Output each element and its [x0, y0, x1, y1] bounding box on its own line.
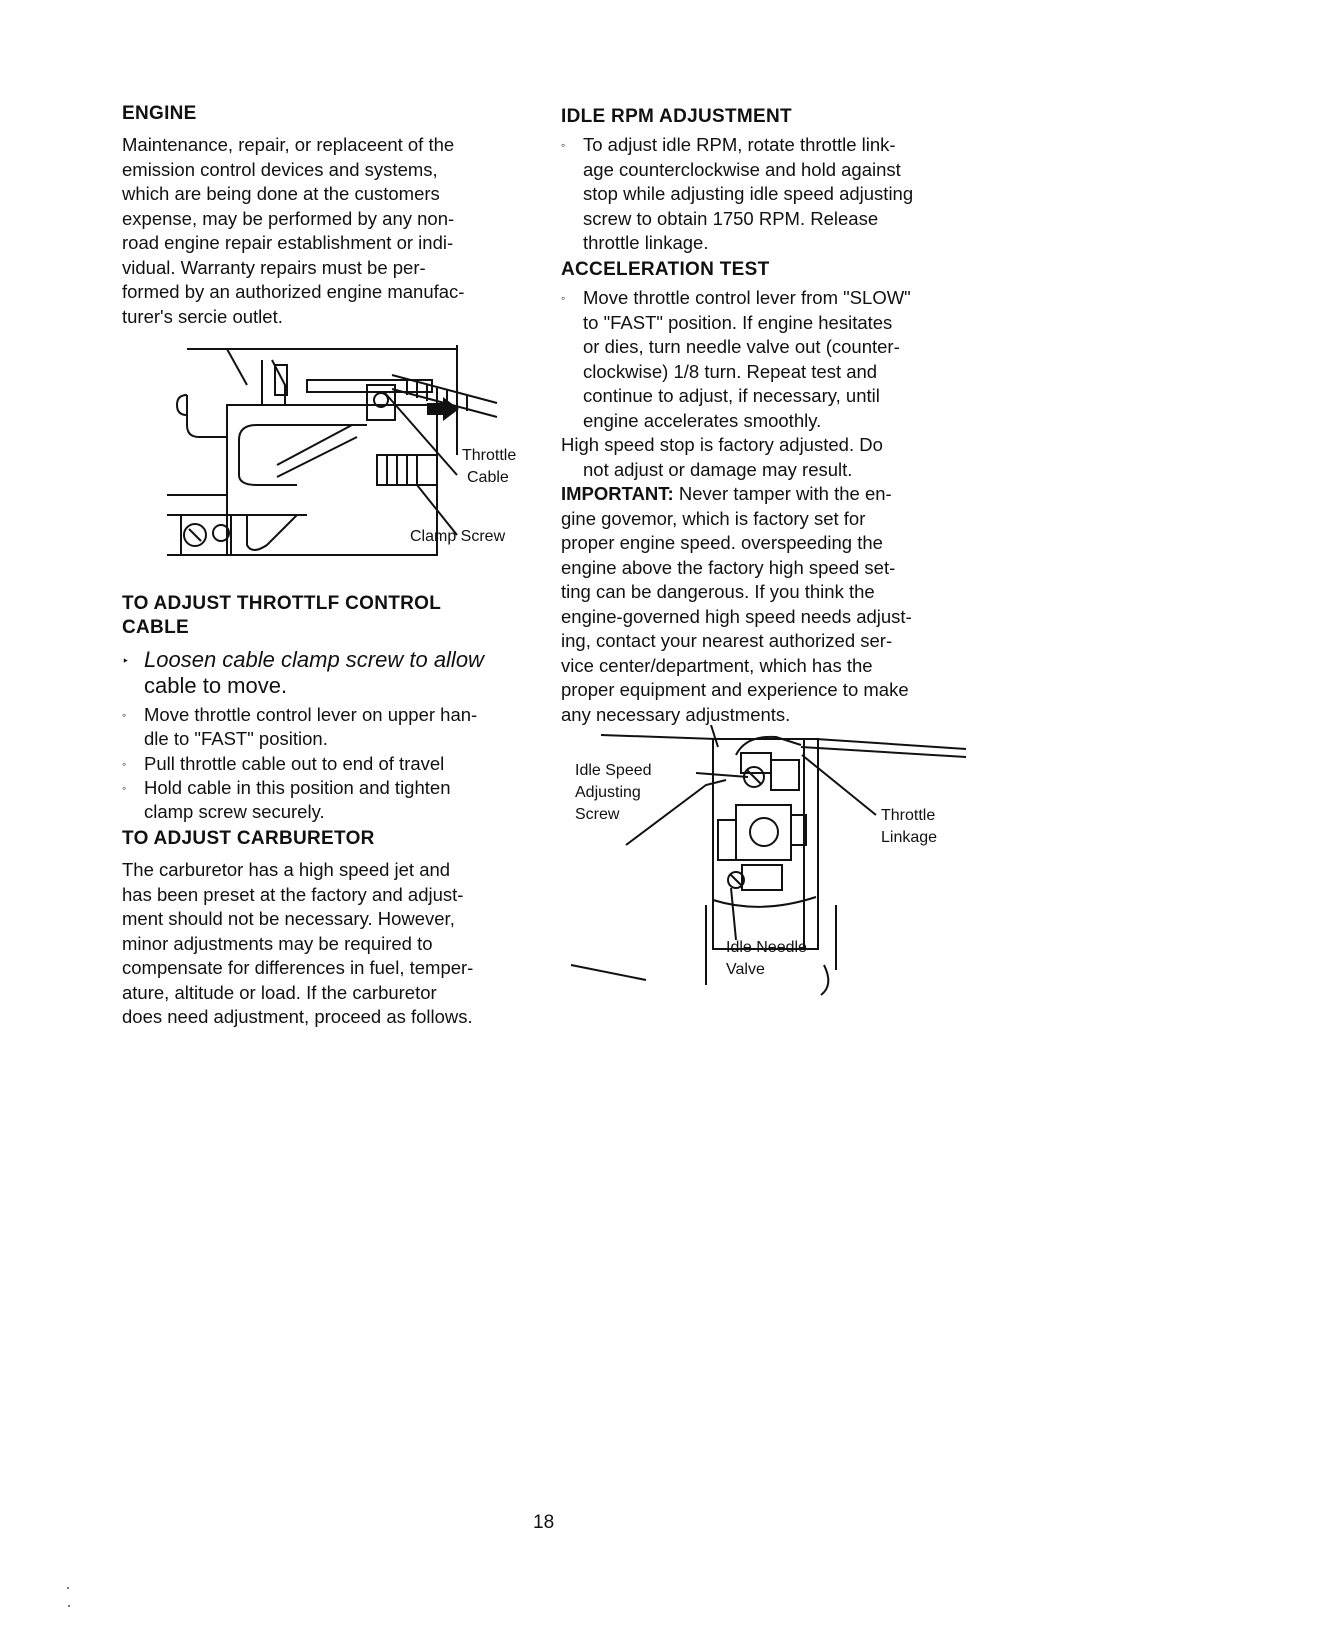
- step-line: dle to "FAST" position.: [144, 728, 328, 749]
- engine-line: emission control devices and systems,: [122, 158, 438, 180]
- step-line: Loosen cable clamp screw to allow: [144, 647, 484, 672]
- carburetor-line: minor adjustments may be required to: [122, 932, 433, 954]
- step-line: clamp screw securely.: [144, 801, 325, 822]
- engine-line: road engine repair establishment or indi-: [122, 232, 454, 253]
- idle-needle-label: Idle Needle: [726, 939, 807, 956]
- idle-speed-label: Screw: [575, 806, 620, 823]
- throttle-linkage-label: Linkage: [881, 829, 938, 846]
- carburetor-line: The carburetor has a high speed jet and: [122, 859, 451, 880]
- important-line: proper engine speed. overspeeding the: [561, 532, 883, 553]
- step-line: Hold cable in this position and tighten: [144, 777, 451, 798]
- important-line: gine govemor, which is factory set for: [561, 507, 866, 529]
- throttle-cable-label: Cable: [467, 469, 509, 486]
- bullet-mark: ◦: [561, 138, 566, 152]
- idle-speed-label: Idle Speed: [575, 762, 652, 779]
- throttle-step-4: [122, 776, 542, 826]
- throttle-cable-diagram: [167, 345, 567, 585]
- step-line: cable to move.: [144, 673, 288, 698]
- carburetor-line: ment should not be necessary. However,: [122, 908, 455, 929]
- high-speed-note: [561, 433, 883, 482]
- scan-mark: [68, 1605, 70, 1607]
- engine-line: turer's sercie outlet.: [122, 305, 283, 327]
- important-line: any necessary adjustments.: [561, 703, 791, 725]
- carburetor-heading: TO ADJUST CARBURETOR: [122, 828, 375, 849]
- important-line: engine-governed high speed needs adjust-: [561, 605, 912, 627]
- bullet-mark: ◦: [122, 757, 127, 771]
- important-line: vice center/department, which has the: [561, 654, 873, 676]
- throttle-step-2: [122, 703, 542, 753]
- idle-rpm-line: To adjust idle RPM, rotate throttle link-: [583, 134, 896, 155]
- page-number: 18: [533, 1512, 555, 1533]
- engine-line: vidual. Warranty repairs must be per-: [122, 256, 426, 278]
- idle-rpm-step: [561, 133, 991, 257]
- acceleration-line: to "FAST" position. If engine hesitates: [583, 311, 893, 333]
- acceleration-heading: ACCELERATION TEST: [561, 259, 770, 280]
- engine-heading: ENGINE: [122, 103, 197, 124]
- idle-speed-label: Adjusting: [575, 784, 641, 801]
- important-paragraph: [561, 482, 912, 727]
- high-speed-line: not adjust or damage may result.: [583, 458, 853, 480]
- carburetor-diagram: [546, 725, 991, 1020]
- idle-rpm-line: stop while adjusting idle speed adjusting: [583, 183, 914, 204]
- throttle-step-3: [122, 752, 542, 777]
- carburetor-paragraph: [122, 858, 473, 1030]
- throttle-step-1: [122, 647, 542, 699]
- important-line: ting can be dangerous. If you think the: [561, 581, 875, 602]
- acceleration-step: [561, 286, 991, 434]
- step-line: Move throttle control lever on upper han-: [144, 704, 478, 725]
- idle-rpm-line: screw to obtain 1750 RPM. Release: [583, 207, 879, 229]
- engine-line: which are being done at the customers: [122, 183, 440, 204]
- acceleration-line: Move throttle control lever from "SLOW": [583, 287, 911, 308]
- important-line: engine above the factory high speed set-: [561, 556, 896, 578]
- important-first-line: [561, 482, 912, 507]
- important-line: ing, contact your nearest authorized ser-: [561, 630, 893, 651]
- acceleration-line: clockwise) 1/8 turn. Repeat test and: [583, 360, 878, 382]
- idle-rpm-line: age counterclockwise and hold against: [583, 158, 901, 180]
- clamp-screw-label: Clamp Screw: [410, 528, 506, 545]
- idle-rpm-heading: IDLE RPM ADJUSTMENT: [561, 106, 792, 127]
- acceleration-line: or dies, turn needle valve out (counter-: [583, 336, 900, 357]
- acceleration-line: engine accelerates smoothly.: [583, 409, 822, 431]
- high-speed-line: High speed stop is factory adjusted. Do: [561, 434, 883, 455]
- engine-line: formed by an authorized engine manufac-: [122, 281, 465, 302]
- engine-line: Maintenance, repair, or replaceent of the: [122, 134, 455, 155]
- important-line: proper equipment and experience to make: [561, 679, 909, 700]
- important-line: Never tamper with the en-: [678, 483, 892, 504]
- acceleration-line: continue to adjust, if necessary, until: [583, 385, 880, 406]
- engine-paragraph: [122, 133, 464, 329]
- bullet-mark: ‣: [122, 654, 130, 668]
- carburetor-line: compensate for differences in fuel, temper-: [122, 957, 474, 978]
- step-line: Pull throttle cable out to end of travel: [144, 753, 445, 774]
- throttle-linkage-label: Throttle: [881, 807, 936, 824]
- important-label: IMPORTANT:: [561, 483, 674, 504]
- throttle-heading-line1: TO ADJUST THROTTLF CONTROL: [122, 593, 442, 614]
- throttle-heading-line2: CABLE: [122, 617, 189, 638]
- carburetor-line: does need adjustment, proceed as follows.: [122, 1006, 473, 1027]
- bullet-mark: ◦: [561, 291, 566, 305]
- bullet-mark: ◦: [122, 781, 127, 795]
- carburetor-line: has been preset at the factory and adjust-: [122, 883, 464, 905]
- engine-line: expense, may be performed by any non-: [122, 207, 455, 229]
- scan-mark: [67, 1587, 69, 1589]
- carburetor-line: ature, altitude or load. If the carburetor: [122, 981, 437, 1003]
- idle-needle-label: Valve: [726, 961, 765, 978]
- throttle-cable-label: Throttle: [462, 447, 517, 464]
- bullet-mark: ◦: [122, 708, 127, 722]
- idle-rpm-line: throttle linkage.: [583, 232, 709, 253]
